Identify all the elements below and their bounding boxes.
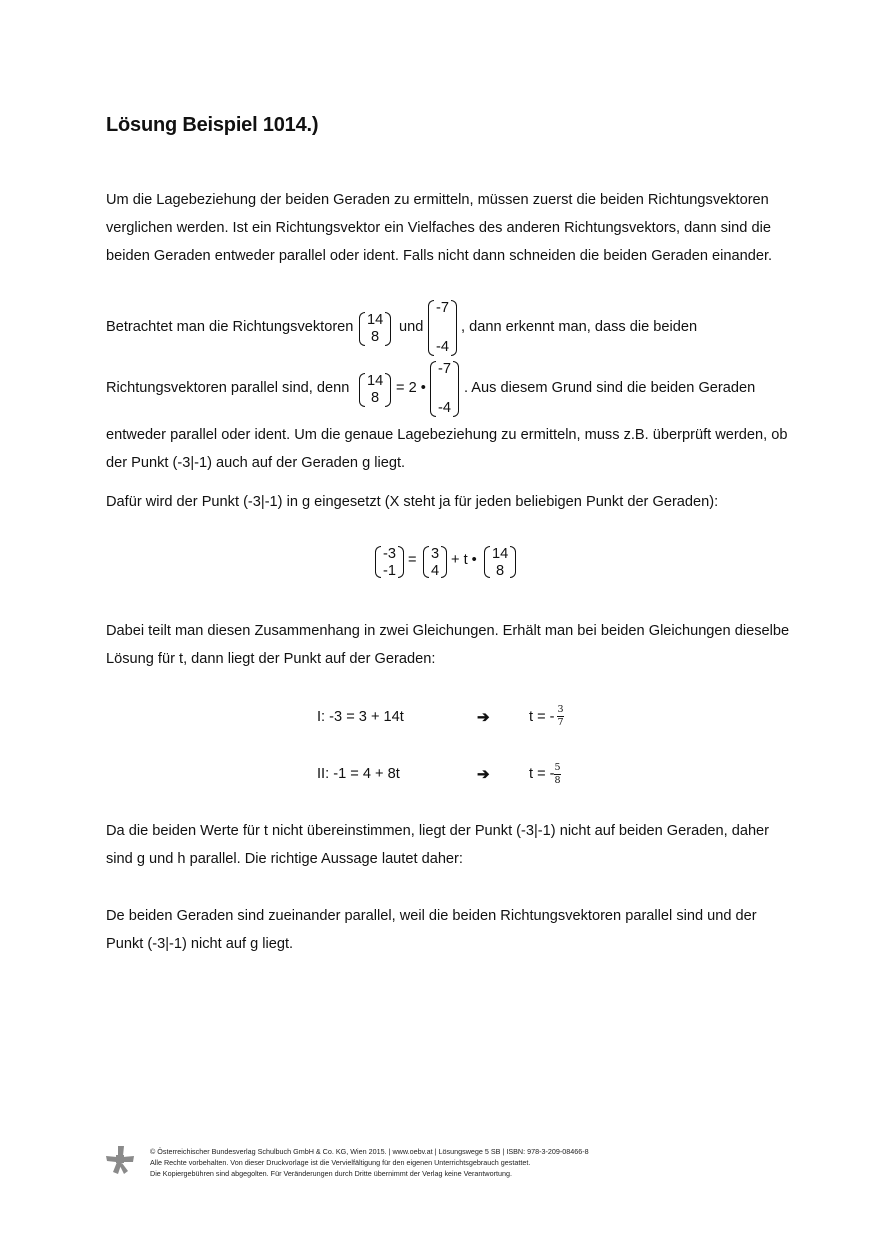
paragraph-intro: Um die Lagebeziehung der beiden Geraden zu ermitteln, müssen zuerst die beiden Richtungsvektoren verglichen werden. Ist ein Richtungsvektor ein Vielfaches des anderen Richtungsvektors, dann sind die beiden Geraden entweder parallel oder ident. Falls nicht dann schneiden die beiden Geraden einander.: [106, 192, 773, 264]
paragraph-vectors-text-c: , dann erkennt man, dass die beiden: [461, 319, 698, 335]
fraction-3-7: 3 7: [557, 704, 564, 728]
paragraph-parallel-text-b: = 2 •: [396, 380, 426, 396]
paragraph-split-equations: Dabei teilt man diesen Zusammenhang in zwei Gleichungen. Erhält man bei beiden Gleichungen dieselbe Lösung für t, dann liegt der Punkt auf der Geraden:: [106, 623, 790, 667]
footer-copyright: © Österreichischer Bundesverlag Schulbuch GmbH & Co. KG, Wien 2015. | www.oebv.at | Lösungswege 5 SB | ISBN: 978-3-209-08466-8: [150, 1147, 589, 1156]
vector-point-p: 3 4: [423, 546, 447, 578]
vector-neg7-neg4-b: -7 -4: [430, 361, 459, 417]
footer-disclaimer: Die Kopiergebühren sind abgegolten. Für Veränderungen durch Dritte übernimmt der Verlag keine Verantwortung.: [150, 1169, 512, 1178]
arrow-right-icon: ➔: [477, 709, 490, 726]
footer-rights: Alle Rechte vorbehalten. Von dieser Druckvorlage ist die Vervielfältigung für den eigenen Unterrichtsgebrauch gestattet.: [150, 1158, 531, 1167]
vector-14-8-b: 14 8: [359, 373, 391, 407]
page-title: Lösung Beispiel 1014.): [106, 114, 319, 136]
equation-2-result: t = -: [529, 766, 555, 782]
equation-plus-t: + t •: [451, 552, 477, 568]
publisher-logo-icon: [104, 1144, 136, 1176]
arrow-right-icon: ➔: [477, 766, 490, 783]
paragraph-answer: De beiden Geraden sind zueinander parallel, weil die beiden Richtungsvektoren parallel sind und der Punkt (-3|-1) nicht auf g liegt.: [106, 908, 757, 952]
equation-1: I: -3 = 3 + 14t: [317, 709, 404, 725]
paragraph-parallel-text-a: Richtungsvektoren parallel sind, denn: [106, 380, 350, 396]
vector-14-8: 14 8: [359, 312, 391, 346]
fraction-5-8: 5 8: [554, 762, 561, 786]
paragraph-parallel-text-c: . Aus diesem Grund sind die beiden Geraden: [464, 380, 756, 396]
equation-equals: =: [408, 552, 417, 568]
paragraph-conclusion: Da die beiden Werte für t nicht übereinstimmen, liegt der Punkt (-3|-1) nicht auf beiden Geraden, daher sind g und h parallel. Die richtige Aussage lautet daher:: [106, 823, 770, 867]
equation-2: II: -1 = 4 + 8t: [317, 766, 400, 782]
vector-neg7-neg4: -7 -4: [428, 300, 457, 356]
equation-1-result: t = -: [529, 709, 555, 725]
vector-point-lhs: -3 -1: [375, 546, 404, 578]
paragraph-vectors-text-a: Betrachtet man die Richtungsvektoren: [106, 319, 354, 335]
paragraph-vectors-text-b: und: [399, 319, 424, 335]
paragraph-check-point: entweder parallel oder ident. Um die genaue Lagebeziehung zu ermitteln, muss z.B. überprüft werden, ob der Punkt (-3|-1) auch auf der Geraden g liegt.: [106, 427, 788, 471]
paragraph-substitute: Dafür wird der Punkt (-3|-1) in g eingesetzt (X steht ja für jeden beliebigen Punkt der Geraden):: [106, 494, 719, 510]
vector-direction: 14 8: [484, 546, 516, 578]
